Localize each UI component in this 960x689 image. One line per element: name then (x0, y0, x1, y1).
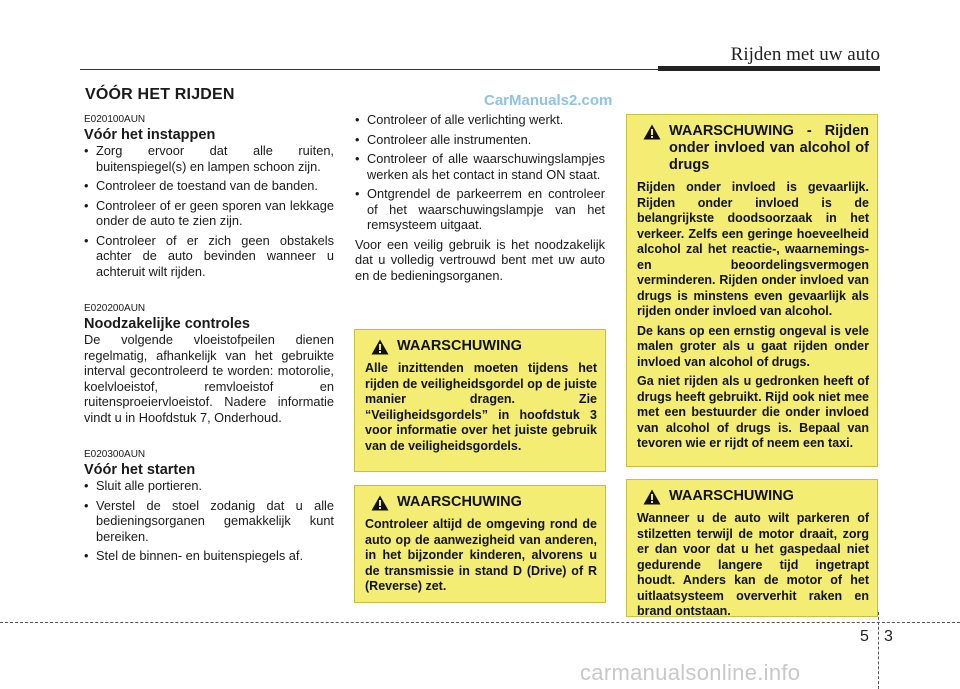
familiarity-text: Voor een veilig gebruik is het noodzakelijk dat u volledig vertrouwd bent met uw auto en de bedieningsorganen. (355, 236, 605, 283)
heading-required-checks: Noodzakelijke controles (84, 315, 250, 332)
list-item: • Controleer of er geen sporen van lekkage onder de auto te zien zijn. (84, 198, 334, 229)
middle-column (355, 112, 605, 283)
list-item: • Zorg ervoor dat alle ruiten, buitenspiegel(s) en lampen schoon zijn. (84, 143, 334, 174)
checklist-before-starting (84, 478, 334, 564)
section-code: E020200AUN (84, 303, 146, 314)
footer-rule (0, 622, 960, 623)
list-item: • Controleer alle instrumenten. (355, 132, 605, 148)
watermark-bottom: carmanualsonline.info (580, 660, 801, 685)
warning-triangle-icon (371, 495, 389, 511)
heading-before-starting: Vóór het starten (84, 461, 196, 478)
warning-triangle-icon (643, 489, 661, 505)
chapter-title: Rijden met uw auto (730, 44, 880, 65)
warning-title: WAARSCHUWING (669, 488, 794, 504)
warning-text: Rijden onder invloed is gevaarlijk. Rijden onder invloed is de belangrijkste doodsoorzaak in het verkeer. Zelfs een geringe hoeveelheid alcohol zal het reactie-, waarnemings- en beoordelingsvermogen verminderen. Rijden onder invloed van drugs is minstens even gevaarlijk als rijden onder invloed van alcohol. (637, 180, 869, 318)
warning-title: WAARSCHUWING - Rijden onder invloed van alcohol of drugs (669, 123, 869, 173)
warning-text: Ga niet rijden als u gedronken heeft of drugs heeft gebruikt. Rijd ook niet mee met een bestuurder die onder invloed van alcohol of drugs is. Bepaal van tevoren wie er rijdt of neem een taxi. (637, 374, 869, 450)
list-item: • Ontgrendel de parkeerrem en controleer of het waarschuwingslampje van het remsysteem uitgaat. (355, 186, 605, 233)
warning-text: Alle inzittenden moeten tijdens het rijden de veiligheidsgordel op de juiste manier dragen. Zie “Veiligheidsgordels” in hoofdstuk 3 voor informatie over het juiste gebruik van de veiligheidsgordels. (365, 361, 597, 453)
list-item: • Verstel de stoel zodanig dat u alle bedieningsorganen gemakkelijk kunt bereiken. (84, 498, 334, 545)
page-number-divider (878, 612, 879, 689)
section-code: E020100AUN (84, 114, 146, 125)
checklist-continued (355, 112, 605, 233)
warning-triangle-icon (643, 124, 661, 140)
warning-triangle-icon (371, 339, 389, 355)
warning-text: De kans op een ernstig ongeval is vele malen groter als u gaat rijden onder invloed van alcohol of drugs. (637, 323, 869, 369)
heading-before-entering: Vóór het instappen (84, 126, 216, 143)
list-item: • Controleer of alle verlichting werkt. (355, 112, 605, 128)
chapter-number: 5 (860, 628, 869, 645)
list-item: • Stel de binnen- en buitenspiegels af. (84, 548, 334, 564)
warning-box-alcohol (626, 114, 878, 467)
list-item: • Controleer de toestand van de banden. (84, 178, 334, 194)
list-item: • Controleer of alle waarschuwingslampjes werken als het contact in stand ON staat. (355, 151, 605, 182)
page-number: 3 (884, 628, 893, 645)
warning-title: WAARSCHUWING (397, 494, 522, 510)
list-item: • Sluit alle portieren. (84, 478, 334, 494)
list-item: • Controleer of er zich geen obstakels achter de auto bevinden wanneer u achteruit wilt rijden. (84, 233, 334, 280)
watermark-top: CarManuals2.com (484, 92, 613, 109)
warning-text: Wanneer u de auto wilt parkeren of stilzetten terwijl de motor draait, zorg er dan voor dat u het gaspedaal niet gedurende langere tijd ingetrapt houdt. Anders kan de motor of het uitlaatsysteem oververhit raken en brand ontstaan. (637, 511, 869, 618)
required-checks-text: De volgende vloeistofpeilen dienen regelmatig, afhankelijk van het gebruikte interval gecontroleerd te worden: motorolie, koelvloeistof, remvloeistof en ruitensproeiervloeistof. Nadere informatie vindt u in Hoofdstuk 7, Onderhoud. (84, 332, 334, 425)
warning-text: Controleer altijd de omgeving rond de auto op de aanwezigheid van anderen, in het bijzonder kinderen, alvorens u de transmissie in stand D (Drive) of R (Reverse) zet. (365, 517, 597, 593)
warning-box-seatbelt (354, 329, 606, 472)
header-rule (80, 69, 660, 70)
warning-title: WAARSCHUWING (397, 338, 522, 354)
checklist-before-entering (84, 143, 334, 279)
warning-box-parking (626, 479, 878, 617)
section-title: VÓÓR HET RIJDEN (85, 86, 235, 103)
section-code: E020300AUN (84, 449, 146, 460)
left-column (84, 112, 334, 568)
warning-box-surroundings (354, 485, 606, 603)
header-bar (658, 66, 880, 71)
